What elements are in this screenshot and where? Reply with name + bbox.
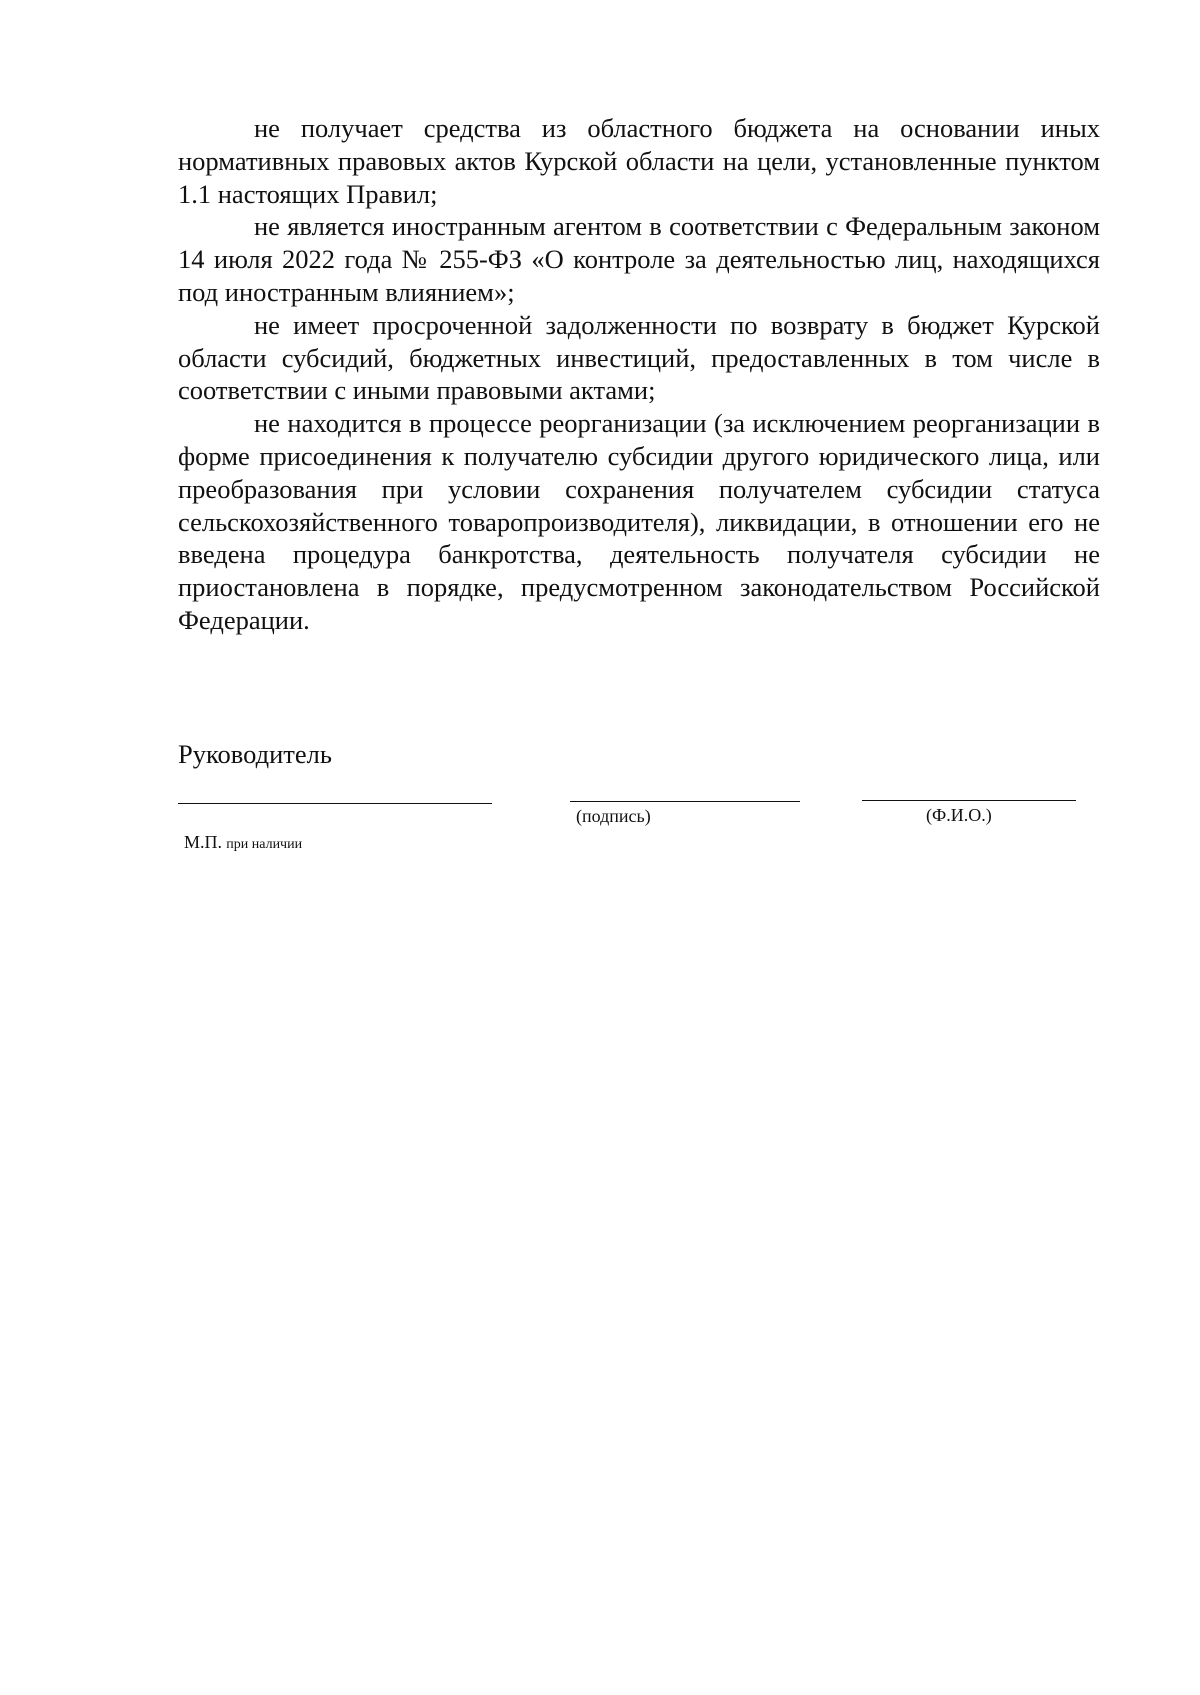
- paragraph-reorganization: не находится в процессе реорганизации (за исключением реорганизации в форме присоединения к получателю субсидии другого юридического лица, или преобразования при условии сохранения получателем субсидии статуса сельскохозяйственного товаропроизводителя), ликвидации, в отношении его не введена процедура банкротства, деятельность получателя субсидии не приостановлена в порядке, предусмотренном законодательством Российской Федерации.: [178, 408, 1100, 635]
- name-line: [862, 800, 1076, 801]
- role-signature-line: [178, 803, 492, 804]
- stamp-qualifier: при наличии: [226, 837, 303, 852]
- stamp-label: М.П.: [184, 832, 223, 852]
- name-caption: (Ф.И.О.): [926, 805, 992, 825]
- paragraph-foreign-agent: не является иностранным агентом в соответствии с Федеральным законом 14 июля 2022 года № 255-ФЗ «О контроле за деятельностью лиц, находящихся под иностранным влиянием»;: [178, 211, 1100, 307]
- signature-line: [570, 801, 800, 802]
- signer-role: Руководитель: [178, 739, 332, 769]
- stamp-note: [184, 832, 302, 855]
- paragraph-overdue-debt: не имеет просроченной задолженности по возврату в бюджет Курской области субсидий, бюджетных инвестиций, предоставленных в том числе в соответствии с иными правовыми актами;: [178, 309, 1100, 406]
- paragraph-budget-funds: не получает средства из областного бюджета на основании иных нормативных правовых актов Курской области на цели, установленные пунктом 1.1 настоящих Правил;: [178, 113, 1100, 209]
- document-body: [178, 112, 1100, 637]
- signature-caption: (подпись): [576, 806, 651, 826]
